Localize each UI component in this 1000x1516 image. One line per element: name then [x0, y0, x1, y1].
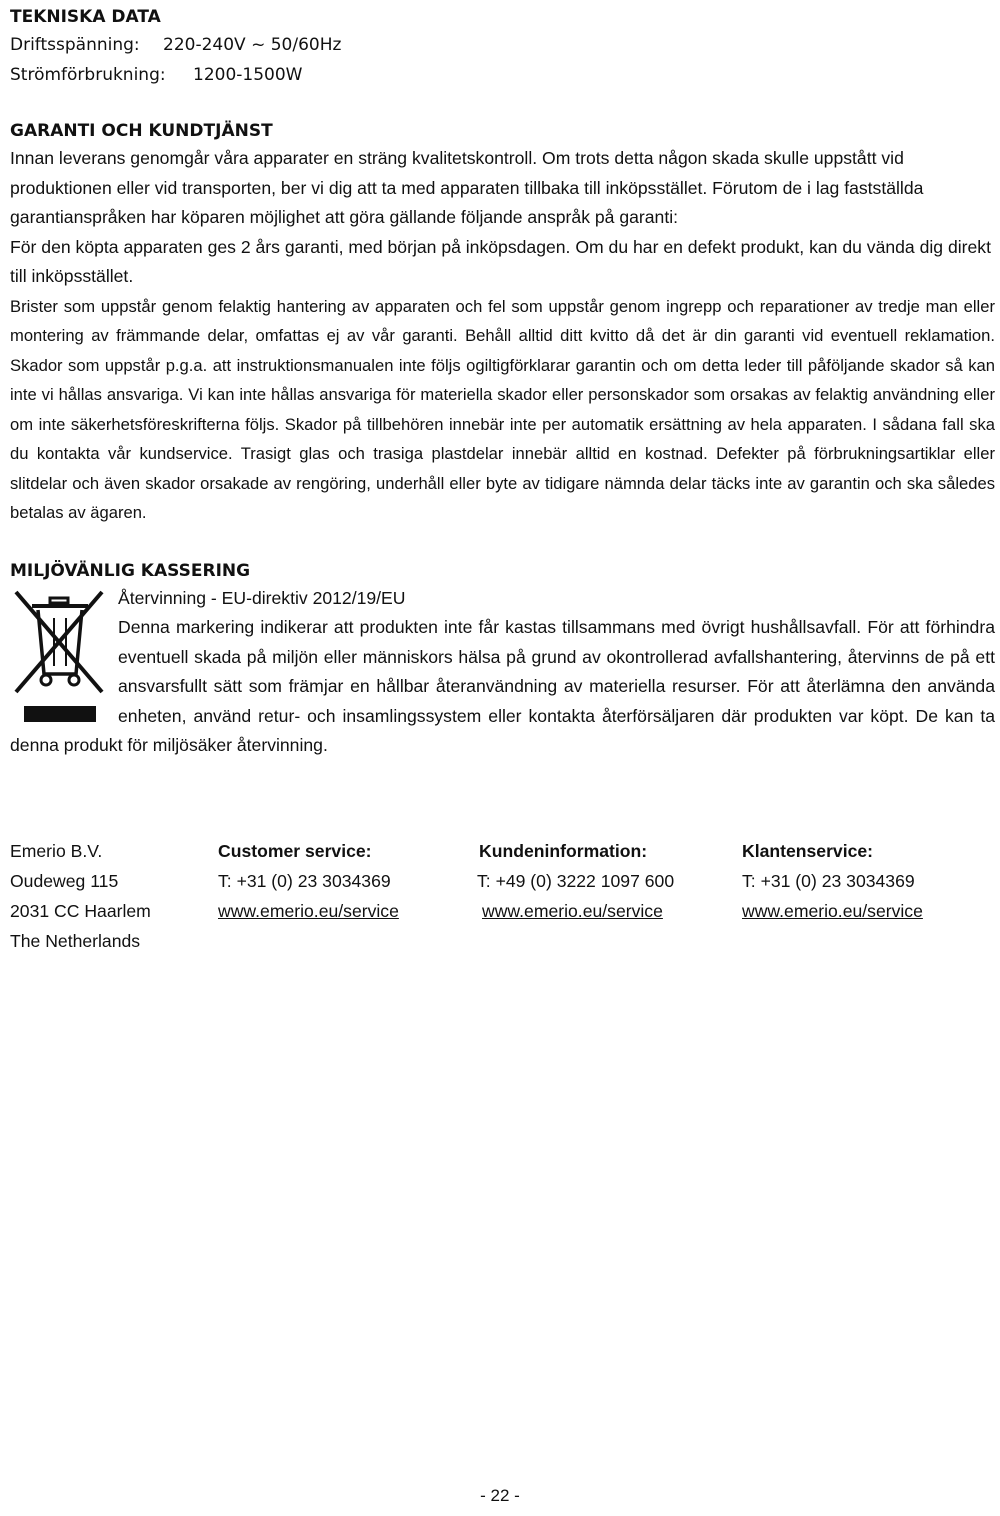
voltage-row	[10, 30, 995, 60]
power-label: Strömförbrukning:	[10, 65, 166, 85]
klantenservice-heading: Klantenservice:	[742, 841, 874, 861]
voltage-value: 220-240V ~ 50/60Hz	[163, 35, 342, 55]
technical-data-section	[10, 4, 995, 90]
weee-crossed-bin-icon	[10, 588, 108, 722]
disposal-directive: Återvinning - EU-direktiv 2012/19/EU	[118, 587, 406, 608]
warranty-section	[10, 118, 995, 528]
kundeninformation-column	[477, 836, 674, 926]
disposal-text: Denna markering indikerar att produkten inte får kastas tillsammans med övrigt hushållsavfall. För att förhindra eventuell skada på miljön eller människors hälsa på grund av okontrollerad avfallshantering, återvinns de på ett ansvarsfullt sätt som främjar en hållbar återanvändning av materiella resurser. För att återlämna den använda enheten, använd retur- och insamlingssystem eller kontakta återförsäljaren där produkten var köpt. De kan ta denna produkt för miljösäker återvinning.	[10, 617, 995, 755]
disposal-section	[10, 558, 995, 761]
disposal-heading: MILJÖVÄNLIG KASSERING	[10, 560, 251, 581]
kundeninformation-link[interactable]: www.emerio.eu/service	[482, 901, 663, 921]
warranty-paragraph-1: Innan leverans genomgår våra apparater en sträng kvalitetskontroll. Om trots detta någon skada skulle uppstått vid produktionen eller vid transporten, ber vi dig att ta med apparaten tillbaka till inköpsstället. Förutom de i lag fastställda garantianspråken har köparen möjlighet att göra gällande följande anspråk på garanti:	[10, 148, 924, 227]
company-city: 2031 CC Haarlem	[10, 901, 151, 921]
power-row	[10, 60, 995, 90]
power-value: 1200-1500W	[193, 65, 303, 85]
customer-service-heading: Customer service:	[218, 841, 372, 861]
klantenservice-phone: T: +31 (0) 23 3034369	[742, 871, 915, 891]
kundeninformation-heading: Kundeninformation:	[479, 841, 648, 861]
disposal-body	[10, 584, 995, 761]
klantenservice-column	[742, 836, 923, 926]
warranty-heading: GARANTI OCH KUNDTJÄNST	[10, 121, 273, 141]
company-name: Emerio B.V.	[10, 841, 103, 861]
customer-service-link[interactable]: www.emerio.eu/service	[218, 901, 399, 921]
manual-page	[10, 4, 995, 761]
company-country: The Netherlands	[10, 931, 141, 951]
warranty-paragraph-3: Brister som uppstår genom felaktig hantering av apparaten och fel som uppstår genom ingrepp och reparationer av tredje man eller montering av främmande delar, omfattas ej av vår garanti. Behåll alltid ditt kvitto då det är din garanti vid eventuell reklamation. Skador som uppstår p.g.a. att instruktionsmanualen inte följs ogiltigförklarar garantin och om detta leder till påföljande skador så kan inte vi hållas ansvariga. Vi kan inte hållas ansvariga för materiella skador eller personskador som orsakas av felaktig användning eller om inte säkerhetsföreskrifterna följs. Skador på tillbehören innebär inte per automatik ersättning av hela apparaten. I sådana fall ska du kontakta vår kundservice. Trasigt glas och trasiga plastdelar innebär alltid en kostnad. Defekter på förbrukningsartiklar eller slitdelar och även skador orsakade av rengöring, underhåll eller byte av tidigare nämnda delar täcks inte av garantin och ska således betalas av ägaren.	[10, 296, 995, 522]
warranty-paragraph-2: För den köpta apparaten ges 2 års garanti, med början på inköpsdagen. Om du har en defekt produkt, kan du vända dig direkt till inköpsstället.	[10, 236, 991, 286]
kundeninformation-phone: T: +49 (0) 3222 1097 600	[477, 871, 675, 891]
customer-service-phone: T: +31 (0) 23 3034369	[218, 871, 391, 891]
company-address	[10, 836, 151, 956]
customer-service-column	[218, 836, 399, 926]
technical-data-heading: TEKNISKA DATA	[10, 7, 161, 27]
klantenservice-link[interactable]: www.emerio.eu/service	[742, 901, 923, 921]
company-street: Oudeweg 115	[10, 871, 119, 891]
voltage-label: Driftsspänning:	[10, 35, 140, 55]
page-number: - 22 -	[480, 1486, 520, 1505]
